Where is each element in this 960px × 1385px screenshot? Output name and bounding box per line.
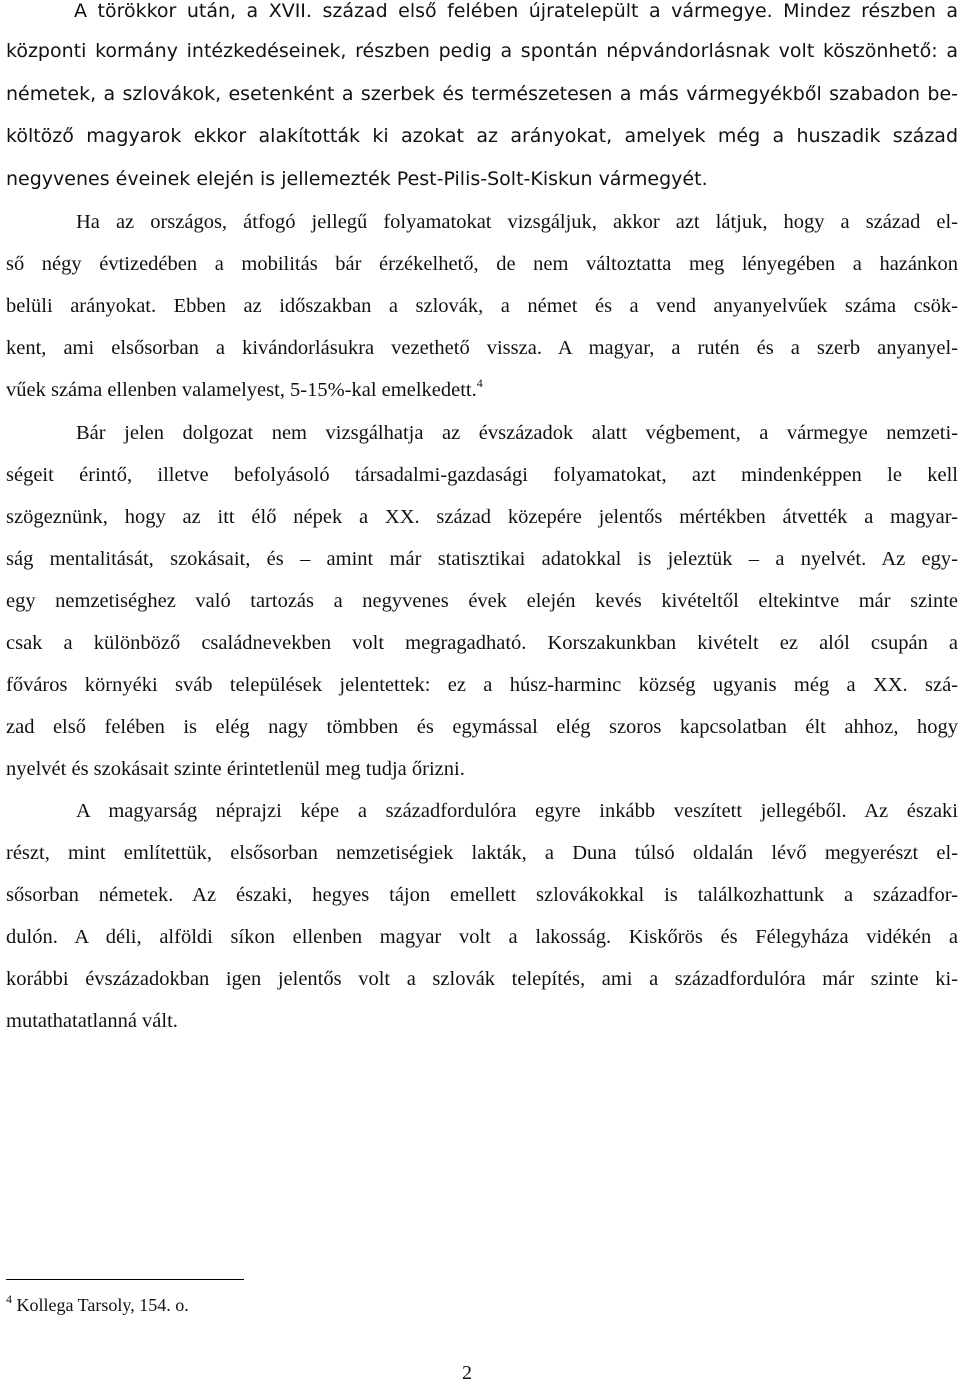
- paragraph-line: részt, mint említettük, elsősorban nemzetiségiek lakták, a Duna túlsó oldalán lévő megyerészt el-: [6, 842, 958, 864]
- paragraph-line: németek, a szlovákok, esetenként a szerbek és természetesen a más vármegyékből szabadon be-: [6, 83, 958, 105]
- footnote-separator: [6, 1279, 244, 1280]
- paragraph-line: költöző magyarok ekkor alakították ki azokat az arányokat, amelyek még a huszadik század: [6, 125, 958, 147]
- paragraph-line: ső négy évtizedében a mobilitás bár érzékelhető, de nem változtatta meg lényegében a hazánkon: [6, 253, 958, 275]
- paragraph-line: csak a különböző családnevekben volt megragadható. Korszakunkban kivételt ez alól csupán a: [6, 632, 958, 654]
- paragraph-line: mutathatatlanná vált.: [6, 1010, 178, 1032]
- document-page: [6, 0, 958, 1385]
- paragraph-line: Bár jelen dolgozat nem vizsgálhatja az évszázadok alatt végbement, a vármegye nemzeti-: [76, 422, 958, 444]
- paragraph-line: dulón. A déli, alföldi síkon ellenben magyar volt a lakosság. Kiskőrös és Félegyháza vidékén a: [6, 926, 958, 948]
- footnote-reference: 4: [476, 376, 483, 390]
- paragraph-line: szögeznünk, hogy az itt élő népek a XX. század közepére jelentős mértékben átvették a magyar-: [6, 506, 958, 528]
- paragraph-line: zad első felében is elég nagy tömbben és egymással elég szoros kapcsolatban élt ahhoz, hogy: [6, 716, 958, 738]
- paragraph-line: Ha az országos, átfogó jellegű folyamatokat vizsgáljuk, akkor azt látjuk, hogy a század el-: [76, 211, 958, 233]
- paragraph-text: vűek száma ellenben valamelyest, 5-15%-kal emelkedett.: [6, 379, 477, 401]
- footnote-text: Kollega Tarsoly, 154. o.: [12, 1295, 189, 1315]
- paragraph-line: nyelvét és szokásait szinte érintetlenül meg tudja őrizni.: [6, 758, 465, 780]
- paragraph-line: központi kormány intézkedéseinek, részben pedig a spontán népvándorlásnak volt köszönhető: a: [6, 40, 958, 62]
- footnote-number: 4: [6, 1292, 12, 1306]
- paragraph-line: egy nemzetiséghez való tartozás a negyvenes évek elején kevés kivételtől eltekintve már szinte: [6, 590, 958, 612]
- paragraph-line: A magyarság néprajzi képe a századfordulóra egyre inkább veszített jellegéből. Az északi: [76, 800, 958, 822]
- paragraph-line: korábbi évszázadokban igen jelentős volt a szlovák telepítés, ami a századfordulóra már szinte ki-: [6, 968, 958, 990]
- paragraph-line: belüli arányokat. Ebben az időszakban a szlovák, a német és a vend anyanyelvűek száma csök-: [6, 295, 958, 317]
- paragraph-line: kent, ami elsősorban a kivándorlásukra vezethető vissza. A magyar, a rutén és a szerb anyanyel-: [6, 337, 958, 359]
- page-number: 2: [462, 1362, 472, 1384]
- paragraph-line: ségeit érintő, illetve befolyásoló társadalmi-gazdasági folyamatokat, azt mindenképpen le kell: [6, 464, 958, 486]
- paragraph-line: sősorban németek. Az északi, hegyes tájon emellett szlovákokkal is találkozhattunk a századfor-: [6, 884, 958, 906]
- footnote: [6, 1293, 189, 1317]
- paragraph-line: negyvenes éveinek elején is jellemezték Pest-Pilis-Solt-Kiskun vármegyét.: [6, 168, 708, 190]
- paragraph-line: [6, 369, 958, 411]
- paragraph-line: ság mentalitását, szokásait, és – amint már statisztikai adatokkal is jeleztük – a nyelvét. Az egy-: [6, 548, 958, 570]
- paragraph-line: főváros környéki sváb települések jelentettek: ez a húsz-harminc község ugyanis még a XX. szá-: [6, 674, 958, 696]
- paragraph-line: A törökkor után, a XVII. század első felében újratelepült a vármegye. Mindez részben a: [74, 0, 958, 22]
